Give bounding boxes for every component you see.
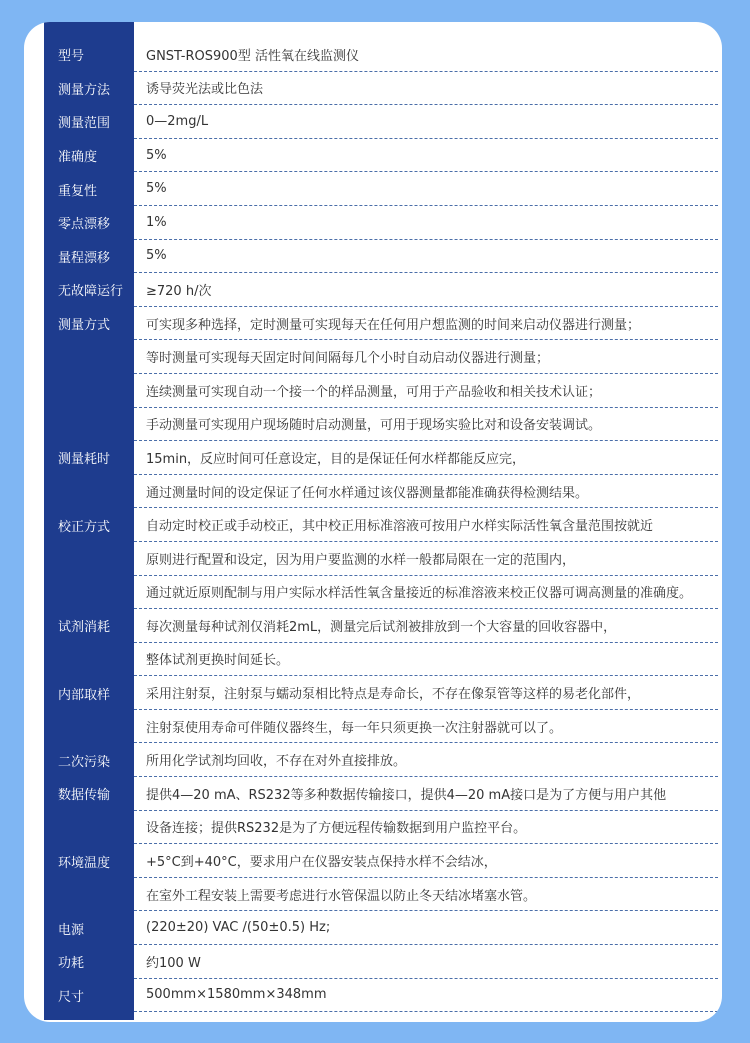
label-column-top [44,22,134,38]
spec-row [44,374,718,408]
spec-value: 每次测量每种试剂仅消耗2mL，测量完后试剂被排放到一个大容量的回收容器中， [134,609,718,643]
spec-value: ≥720 h/次 [134,273,718,307]
spec-value: 注射泵使用寿命可伴随仪器终生，每一年只须更换一次注射器就可以了。 [134,710,718,744]
spec-value: 诱导荧光法或比色法 [134,72,718,106]
spec-value: 采用注射泵，注射泵与蠕动泵相比特点是寿命长，不存在像泵管等这样的易老化部件， [134,676,718,710]
label-column-bottom [44,1008,134,1020]
spec-label: 功耗 [44,945,134,979]
spec-label: 测量范围 [44,105,134,139]
spec-value: 可实现多种选择，定时测量可实现每天在任何用户想监测的时间来启动仪器进行测量； [134,307,718,341]
spec-value: 整体试剂更换时间延长。 [134,643,718,677]
spec-label: 零点漂移 [44,206,134,240]
spec-label: 测量方法 [44,72,134,106]
spec-row [44,72,718,106]
spec-value: 5% [134,139,718,173]
spec-row [44,508,718,542]
spec-card [24,22,722,1022]
spec-value: 自动定时校正或手动校正，其中校正用标准溶液可按用户水样实际活性氧含量范围按就近 [134,508,718,542]
spec-label: 数据传输 [44,777,134,811]
spec-label [44,542,134,576]
spec-value: 手动测量可实现用户现场随时启动测量，可用于现场实验比对和设备安装调试。 [134,408,718,442]
spec-value: GNST-ROS900型 活性氧在线监测仪 [134,38,718,72]
spec-row [44,139,718,173]
spec-row [44,878,718,912]
spec-row [44,475,718,509]
spec-value: 1% [134,206,718,240]
spec-row [44,576,718,610]
spec-value: 连续测量可实现自动一个接一个的样品测量，可用于产品验收和相关技术认证； [134,374,718,408]
spec-value: 设备连接；提供RS232是为了方便远程传输数据到用户监控平台。 [134,811,718,845]
spec-row [44,844,718,878]
spec-label [44,374,134,408]
spec-value: 5% [134,172,718,206]
spec-row [44,273,718,307]
spec-label: 测量方式 [44,307,134,341]
spec-row [44,105,718,139]
spec-label: 电源 [44,911,134,945]
spec-label [44,710,134,744]
spec-label [44,643,134,677]
spec-label: 重复性 [44,172,134,206]
spec-label [44,878,134,912]
spec-row [44,811,718,845]
spec-value: 等时测量可实现每天固定时间间隔每几个小时自动启动仪器进行测量； [134,340,718,374]
spec-row [44,340,718,374]
spec-label: 准确度 [44,139,134,173]
spec-label: 内部取样 [44,676,134,710]
spec-value: 0—2mg/L [134,105,718,139]
spec-value: 5% [134,240,718,274]
spec-label [44,475,134,509]
spec-label: 测量耗时 [44,441,134,475]
spec-row [44,676,718,710]
spec-row [44,609,718,643]
spec-row [44,777,718,811]
spec-label: 环境温度 [44,844,134,878]
spec-value: 15min，反应时间可任意设定，目的是保证任何水样都能反应完， [134,441,718,475]
spec-label: 无故障运行 [44,273,134,307]
spec-label: 型号 [44,38,134,72]
spec-value: 所用化学试剂均回收，不存在对外直接排放。 [134,743,718,777]
spec-label: 试剂消耗 [44,609,134,643]
spec-row [44,945,718,979]
spec-value: (220±20) VAC /(50±0.5) Hz; [134,911,718,945]
spec-value: +5°C到+40°C，要求用户在仪器安装点保持水样不会结冰， [134,844,718,878]
spec-row [44,172,718,206]
spec-row [44,206,718,240]
spec-value: 500mm×1580mm×348mm [134,979,718,1013]
spec-label [44,576,134,610]
spec-row [44,38,718,72]
spec-value: 通过测量时间的设定保证了任何水样通过该仪器测量都能准确获得检测结果。 [134,475,718,509]
spec-row [44,542,718,576]
spec-value: 在室外工程安装上需要考虑进行水管保温以防止冬天结冰堵塞水管。 [134,878,718,912]
spec-table [44,38,718,1012]
spec-value: 原则进行配置和设定，因为用户要监测的水样一般都局限在一定的范围内， [134,542,718,576]
spec-label [44,340,134,374]
spec-row [44,408,718,442]
spec-label: 二次污染 [44,743,134,777]
spec-label [44,811,134,845]
spec-label: 量程漂移 [44,240,134,274]
spec-row [44,441,718,475]
spec-value: 提供4—20 mA、RS232等多种数据传输接口，提供4—20 mA接口是为了方便与用户其他 [134,777,718,811]
spec-label: 校正方式 [44,508,134,542]
spec-row [44,911,718,945]
spec-row [44,240,718,274]
spec-label: 尺寸 [44,979,134,1013]
spec-row [44,743,718,777]
spec-row [44,307,718,341]
spec-label [44,408,134,442]
spec-row [44,643,718,677]
spec-value: 约100 W [134,945,718,979]
spec-row [44,710,718,744]
spec-row [44,979,718,1013]
spec-value: 通过就近原则配制与用户实际水样活性氧含量接近的标准溶液来校正仪器可调高测量的准确度。 [134,576,718,610]
